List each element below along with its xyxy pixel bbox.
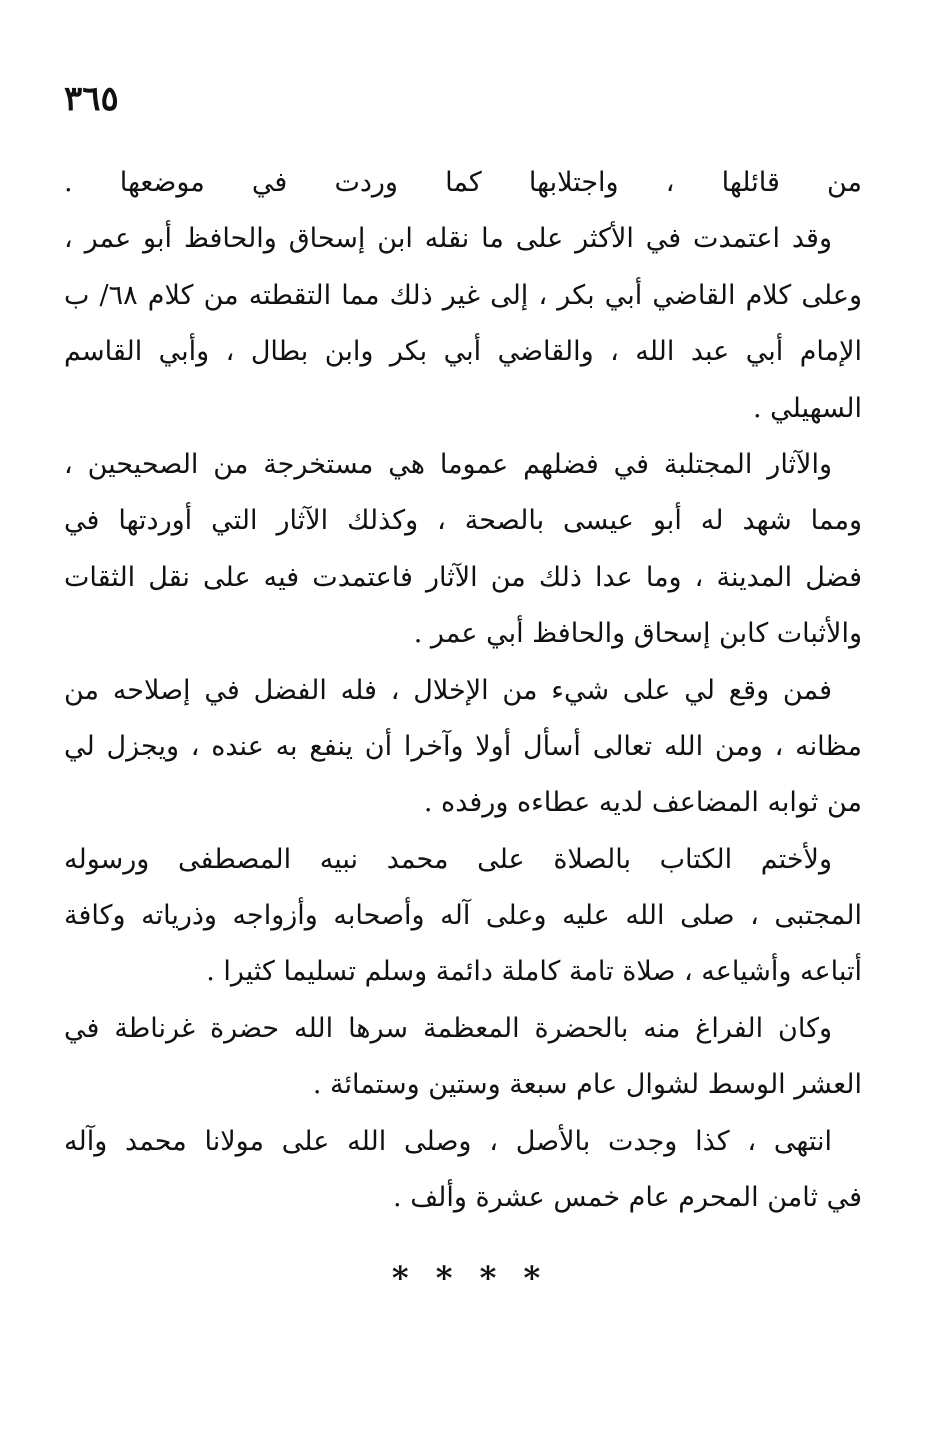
text-line: والآثار المجتلبة في فضلهم عموما هي مستخرجة من الصحيحين ، [64, 448, 832, 480]
page-number: ٣٦٥ [64, 79, 119, 119]
text-line: فمن وقع لي على شيء من الإخلال ، فله الفضل في إصلاحه من [64, 674, 832, 706]
body-text [64, 155, 862, 1226]
text-line: وكان الفراغ منه بالحضرة المعظمة سرها الله حضرة غرناطة في [64, 1012, 832, 1044]
text-line: من قائلها ، واجتلابها كما وردت في موضعها . [64, 167, 862, 198]
text-line: ومما شهد له أبو عيسى بالصحة ، وكذلك الآثار التي أوردتها في [64, 505, 862, 537]
text-line: العشر الوسط لشوال عام سبعة وستين وستمائة . [312, 1069, 862, 1101]
text-line: في ثامن المحرم عام خمس عشرة وألف . [393, 1182, 862, 1214]
text-line: انتهى ، كذا وجدت بالأصل ، وصلى الله على مولانا محمد وآله [64, 1125, 832, 1157]
section-separator: * * * * [391, 1259, 549, 1297]
text-line: من ثوابه المضاعف لديه عطاءه ورفده . [423, 787, 862, 819]
text-line: ولأختم الكتاب بالصلاة على محمد نبيه المصطفى ورسوله [64, 843, 832, 875]
text-line: أتباعه وأشياعه ، صلاة تامة كاملة دائمة وسلم تسليما كثيرا . [206, 956, 862, 988]
text-line: فضل المدينة ، وما عدا ذلك من الآثار فاعتمدت فيه على نقل الثقات [64, 561, 862, 593]
text-line: والأثبات كابن إسحاق والحافظ أبي عمر . [413, 618, 862, 650]
text-line: الإمام أبي عبد الله ، والقاضي أبي بكر وابن بطال ، وأبي القاسم [64, 336, 862, 368]
text-line: السهيلي . [752, 392, 862, 424]
text-line: وعلى كلام القاضي أبي بكر ، إلى غير ذلك مما التقطته من كلام ٦٨/ ب [64, 279, 862, 311]
text-line: وقد اعتمدت في الأكثر على ما نقله ابن إسحاق والحافظ أبو عمر ، [64, 223, 832, 255]
text-line: المجتبى ، صلى الله عليه وعلى آله وأصحابه وأزواجه وذرياته وكافة [64, 900, 862, 932]
text-line: مظانه ، ومن الله تعالى أسأل أولا وآخرا أن ينفع به عنده ، ويجزل لي [64, 730, 862, 762]
